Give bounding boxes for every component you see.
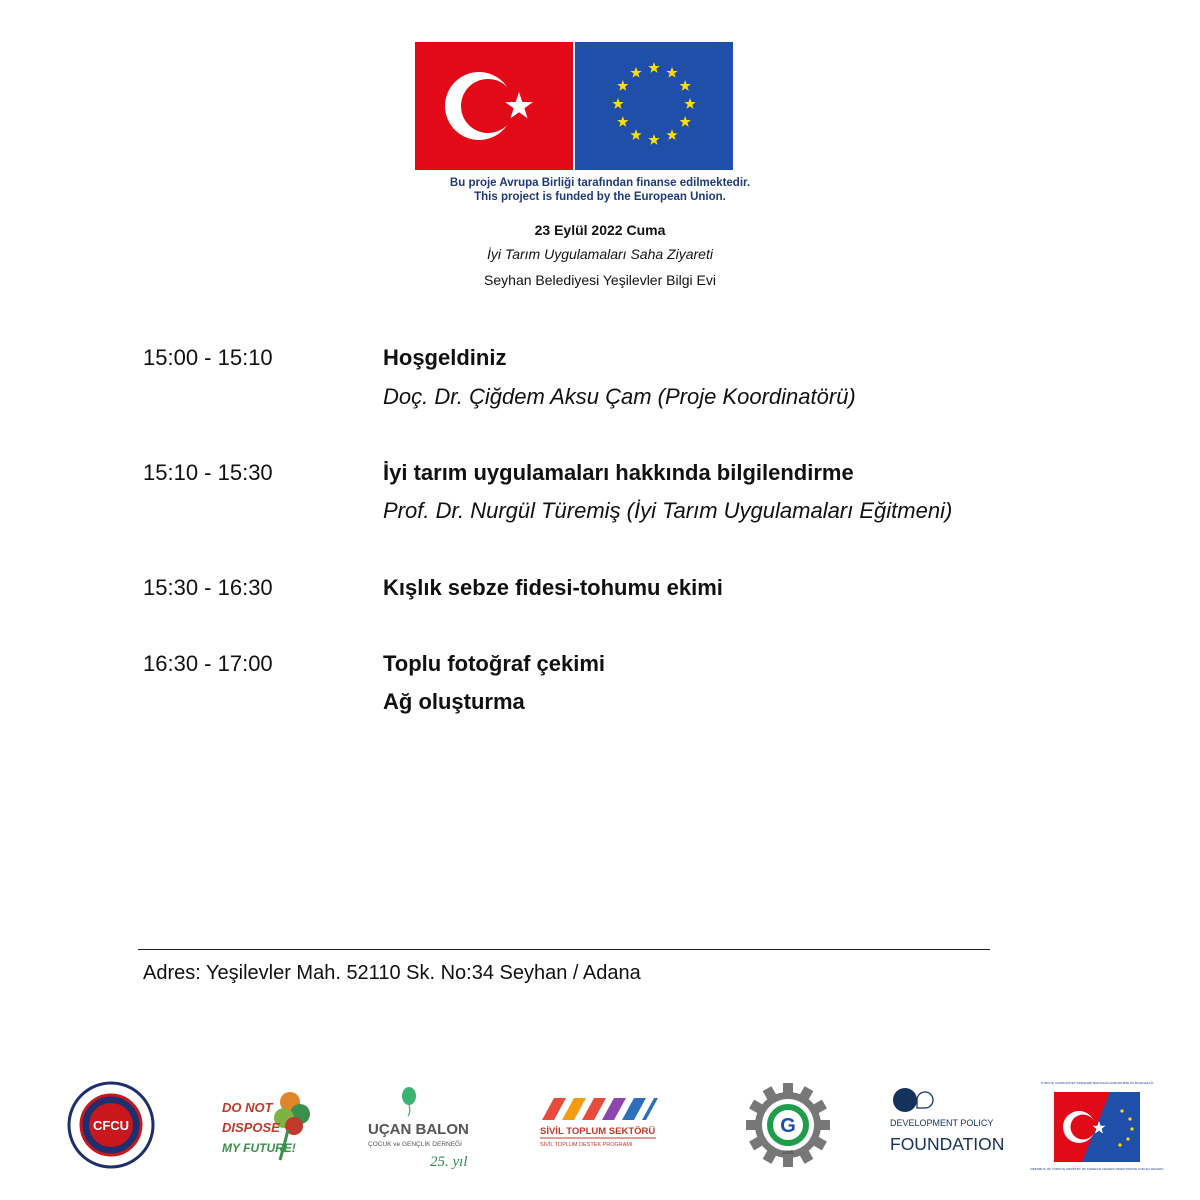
- eu-star-icon: [630, 67, 641, 78]
- agenda-time: 15:10 - 15:30: [143, 460, 273, 485]
- eu-star-icon: [617, 80, 628, 91]
- ucan-title: UÇAN BALON: [368, 1121, 469, 1138]
- agenda-speaker: Doç. Dr. Çiğdem Aksu Çam (Proje Koordinatörü): [383, 384, 856, 409]
- gear-letter: G: [780, 1115, 796, 1137]
- gear-year: 1995: [782, 1150, 794, 1156]
- dpf-line-1: DEVELOPMENT POLICY: [890, 1118, 994, 1128]
- agenda-time: 15:00 - 15:10: [143, 345, 273, 370]
- address: Adres: Yeşilevler Mah. 52110 Sk. No:34 Seyhan / Adana: [143, 962, 641, 984]
- mfa-top-text: TÜRKİYE CUMHURİYETİ DIŞİŞLERİ BAKANLIĞI AVRUPA BİRLİĞİ BAŞKANLIĞI: [1040, 1081, 1154, 1085]
- divider: [138, 949, 990, 950]
- event-date: 23 Eylül 2022 Cuma: [534, 222, 666, 238]
- dpf-logo: [888, 1080, 1004, 1170]
- event-title: İyi Tarım Uygulamaları Saha Ziyareti: [487, 246, 713, 262]
- ucan-anniversary: 25. yıl: [430, 1154, 468, 1170]
- agenda-title: İyi tarım uygulamaları hakkında bilgilendirme: [383, 460, 854, 485]
- agenda-speaker: Prof. Dr. Nurgül Türemiş (İyi Tarım Uygulamaları Eğitmeni): [383, 498, 953, 523]
- dpf-mark-icon: [888, 1080, 1004, 1170]
- mfa-bottom-text: REPUBLIC OF TÜRKİYE MINISTRY OF FOREIGN AFFAIRS DIRECTORATE FOR EU AFFAIRS: [1030, 1167, 1164, 1171]
- eu-star-icon: [679, 80, 690, 91]
- agenda-title: Hoşgeldiniz: [383, 345, 507, 370]
- mfa-flag-icon: [1030, 1076, 1164, 1180]
- mfa-eu-logo: [1030, 1076, 1164, 1180]
- balloon-icon: [366, 1080, 478, 1170]
- dndmf-line-2: DISPOSE: [222, 1120, 280, 1135]
- eu-stars-icon: [575, 42, 733, 170]
- eu-star-icon: [648, 62, 659, 73]
- dpf-line-2: FOUNDATION: [890, 1134, 1005, 1154]
- dndmf-line-1: DO NOT: [222, 1100, 273, 1115]
- agenda-time: 16:30 - 17:00: [143, 651, 273, 676]
- agenda-title-2: Ağ oluşturma: [383, 689, 525, 714]
- turkey-flag: [415, 42, 573, 170]
- gear-icon: [743, 1080, 833, 1170]
- eu-star-icon: [617, 116, 628, 127]
- agenda-title: Kışlık sebze fidesi-tohumu ekimi: [383, 575, 723, 600]
- dndmf-logo: [218, 1080, 318, 1170]
- clover-icon: [218, 1080, 318, 1170]
- stripes-icon: [536, 1080, 660, 1170]
- eu-star-icon: [679, 116, 690, 127]
- ucan-balon-logo: [366, 1080, 478, 1170]
- gear-logo: [743, 1080, 833, 1170]
- flags-logo: [415, 42, 733, 170]
- cfcu-logo: [66, 1080, 156, 1170]
- eu-star-icon: [666, 129, 677, 140]
- eu-star-icon: [684, 98, 695, 109]
- eu-star-icon: [648, 134, 659, 145]
- agenda-title: Toplu fotoğraf çekimi: [383, 651, 606, 676]
- funded-note-en: This project is funded by the European Union.: [474, 191, 726, 203]
- event-place: Seyhan Belediyesi Yeşilevler Bilgi Evi: [484, 272, 716, 288]
- ucan-subtitle: ÇOCUK ve GENÇLİK DERNEĞİ: [368, 1141, 462, 1148]
- crescent-star-icon: [415, 42, 573, 170]
- eu-flag: [575, 42, 733, 170]
- eu-star-icon: [630, 129, 641, 140]
- cfcu-label: CFCU: [92, 1118, 130, 1133]
- sivil-toplum-logo: [536, 1080, 660, 1170]
- eu-star-icon: [612, 98, 623, 109]
- eu-star-icon: [666, 67, 677, 78]
- dndmf-line-3: MY FUTURE!: [222, 1141, 296, 1155]
- funded-note-tr: Bu proje Avrupa Birliği tarafından finanse edilmektedir.: [449, 177, 751, 189]
- sts-subtitle: SİVİL TOPLUM DESTEK PROGRAMI: [540, 1142, 633, 1148]
- sts-title: SİVİL TOPLUM SEKTÖRÜ: [540, 1126, 656, 1137]
- cfcu-seal-icon: [66, 1080, 156, 1170]
- agenda-time: 15:30 - 16:30: [143, 575, 273, 600]
